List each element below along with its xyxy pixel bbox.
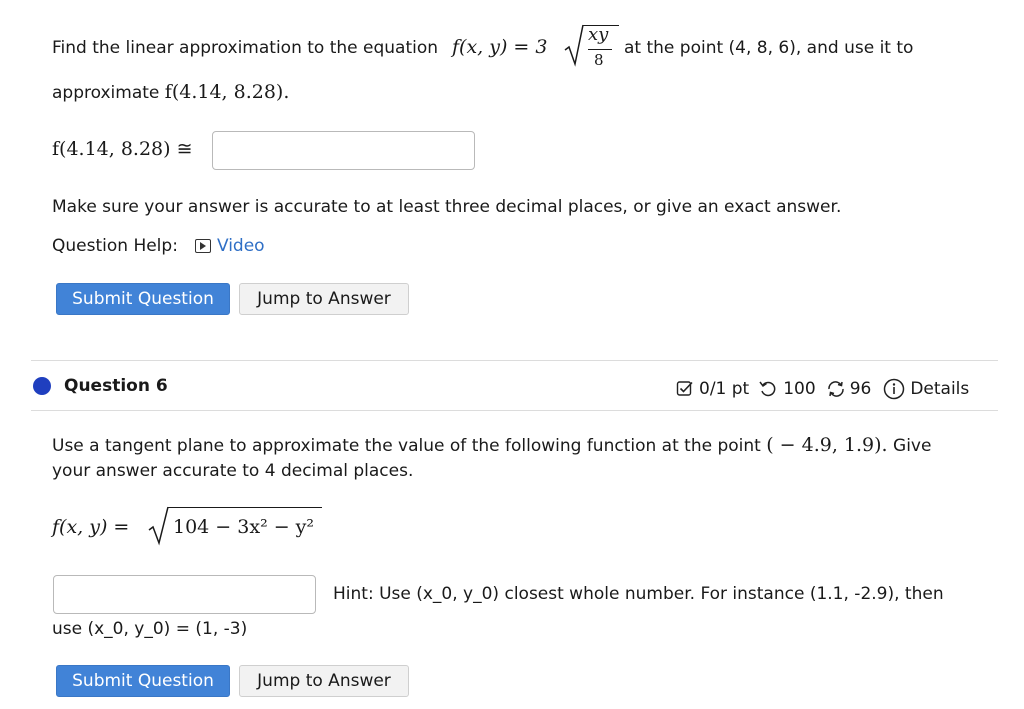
q5-question-help xyxy=(52,236,265,256)
video-icon[interactable] xyxy=(195,239,211,253)
q6-sqrt-sign xyxy=(148,506,170,546)
q5-submit-button[interactable]: Submit Question xyxy=(56,283,230,315)
q6-hint-text-line2: use (x_0, y_0) = (1, -3) xyxy=(52,619,248,639)
q5-point-text: at the point (4, 8, 6), and use it to xyxy=(624,38,914,58)
q6-meta-bar xyxy=(676,377,986,401)
checkbox-check-icon xyxy=(676,380,694,398)
q6-header-divider xyxy=(31,410,998,411)
q6-function-lhs: f(x, y) = xyxy=(52,516,130,538)
q5-approx-expr: f(4.14, 8.28). xyxy=(164,81,290,103)
retries-cycle-icon xyxy=(826,380,846,398)
q6-prompt-line2: your answer accurate to 4 decimal places. xyxy=(52,461,414,481)
q6-sqrt-bar xyxy=(168,507,322,508)
q5-accuracy-note: Make sure your answer is accurate to at least three decimal places, or give an exact answer. xyxy=(52,197,842,217)
q5-function-lhs: f(x, y) = 3 xyxy=(452,36,548,58)
q5-fraction-denominator: 8 xyxy=(594,51,604,69)
attempts-undo-icon xyxy=(759,380,777,398)
q6-top-divider xyxy=(31,360,998,361)
q5-sqrt-sign xyxy=(564,24,584,68)
info-icon[interactable] xyxy=(883,378,905,400)
q6-point: ( − 4.9, 1.9). xyxy=(766,434,888,456)
q6-jump-to-answer-button[interactable]: Jump to Answer xyxy=(239,665,409,697)
q5-jump-to-answer-button[interactable]: Jump to Answer xyxy=(239,283,409,315)
q5-approx-word: approximate xyxy=(52,83,160,103)
q6-prompt-line1 xyxy=(52,434,931,456)
q6-score: 0/1 pt xyxy=(699,379,750,399)
q5-fraction-numerator: xy xyxy=(588,24,609,45)
q6-attempts-count: 100 xyxy=(783,379,816,399)
q6-hint-text: Hint: Use (x_0, y_0) closest whole number. For instance (1.1, -2.9), then xyxy=(333,584,944,604)
q5-prompt-line1 xyxy=(52,24,952,69)
q6-function xyxy=(52,504,352,548)
q5-prompt-line2 xyxy=(52,81,289,103)
q5-answer-label: f(4.14, 8.28) ≅ xyxy=(52,138,193,160)
q5-video-link[interactable]: Video xyxy=(216,236,265,256)
q6-title: Question 6 xyxy=(64,376,168,396)
q6-status-bullet xyxy=(33,377,51,395)
q5-help-label: Question Help: xyxy=(52,236,178,256)
q6-prompt-give: Give xyxy=(893,436,932,456)
q5-fraction-bar xyxy=(588,49,612,50)
q6-radicand: 104 − 3x² − y² xyxy=(173,516,315,538)
q6-retries-count: 96 xyxy=(849,379,872,399)
q5-intro-text: Find the linear approximation to the equation xyxy=(52,38,439,58)
q6-prompt-text: Use a tangent plane to approximate the value of the following function at the point xyxy=(52,436,761,456)
q6-details-link[interactable]: Details xyxy=(910,379,970,399)
q6-submit-button[interactable]: Submit Question xyxy=(56,665,230,697)
q6-answer-input[interactable] xyxy=(53,575,316,614)
q5-answer-input[interactable] xyxy=(212,131,475,170)
